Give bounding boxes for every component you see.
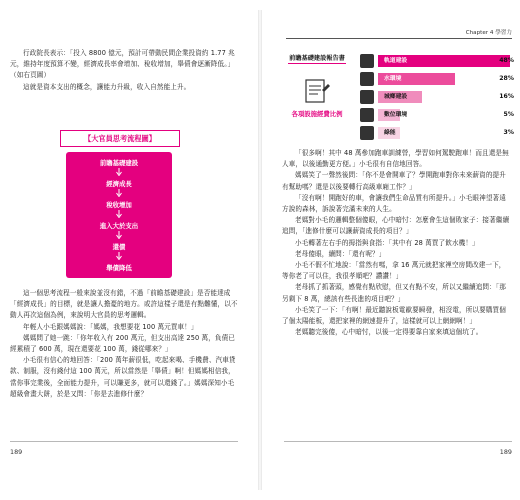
left-paragraph: 小毛很有信心的地回答：「200 萬年薪很低，吃起來喝、手機費、汽車貸款、制服，沒有錢付這 100 萬元，所以當然是「舉債」啊！但媽媽相信我，當你事完業後，全面能力提升，可以賺更多，就可以還錢了。」媽媽深知小毛超級會畫大餅，於是又問：「你是去進修什麼？ bbox=[10, 356, 236, 398]
right-paragraph: 老母傻眼，續問：「還有呢？」 bbox=[295, 249, 386, 258]
right-paragraph: 「沒有啊！開跑好的車，會讓我們生命品質有所提升。」小毛眼神望著遠方說的森林，訴說著完滿未來的人生。 bbox=[282, 193, 506, 214]
train-icon bbox=[360, 54, 374, 68]
flow-step: 前瞻基礎建設 bbox=[99, 159, 139, 167]
category-label: 城鄉建設 bbox=[384, 94, 408, 100]
infographic-row bbox=[360, 54, 512, 68]
arrow-down-icon bbox=[116, 210, 122, 218]
right-paragraph: 「很多啊！其中 48 萬參加跑車訓練營，學習如何駕駛跑車！而且還是無人車，以後通勤更方便。」小毛很有自信地回答。 bbox=[282, 149, 509, 169]
flow-step: 稅收增加 bbox=[106, 201, 132, 209]
left-intro-text bbox=[10, 48, 240, 93]
digital-icon bbox=[360, 108, 374, 122]
right-paragraph: 小毛不假不忙地說：「當然有嗎，拿 16 萬元就把家裡空房間改建一下，等你老了可以住，我很孝順吧？讚讚！」 bbox=[282, 261, 506, 281]
infographic-subtitle: 各項設施經費比例 bbox=[291, 110, 343, 118]
percentage-value: 48% bbox=[499, 57, 514, 64]
infographic-cover bbox=[282, 48, 352, 142]
left-body-text bbox=[10, 288, 240, 400]
infographic-row bbox=[360, 90, 512, 104]
page-number: 189 bbox=[499, 448, 512, 456]
flow-step: 舉債降低 bbox=[106, 264, 132, 272]
city-icon bbox=[360, 90, 374, 104]
footer-rule bbox=[284, 441, 512, 442]
infographic-row bbox=[360, 72, 512, 86]
right-paragraph: 老媽聽完後傻，心中暗忖，以後一定得要靠自家來填這個坑了。 bbox=[295, 328, 483, 337]
arrow-down-icon bbox=[116, 189, 122, 197]
right-body-text bbox=[282, 148, 512, 338]
category-label: 綠能 bbox=[384, 130, 396, 136]
arrow-down-icon bbox=[116, 252, 122, 260]
infographic-title: 前瞻基礎建設報告書 bbox=[289, 55, 345, 62]
chapter-header: Chapter 4 學習力 bbox=[465, 30, 512, 36]
left-paragraph: 行政院長表示：「投入 8800 億元，預計可帶動民間企業投資約 1.77 兆元，維持年度預算不變，經濟成長率會增加、稅收增加，舉債會逐漸降低。」（如右頁圖） bbox=[10, 49, 235, 80]
arrow-down-icon bbox=[116, 231, 122, 239]
left-page bbox=[6, 18, 242, 480]
page-number: 189 bbox=[10, 448, 23, 456]
leaf-icon bbox=[360, 126, 374, 140]
book-gutter bbox=[258, 10, 262, 490]
right-paragraph: 小毛轉著左右手的拇指與食指：「其中有 28 萬買了飲水機！」 bbox=[295, 238, 479, 247]
infographic-row bbox=[360, 126, 512, 140]
right-paragraph: 老母抓了抓著頭，感覺有點欣慰，但又有點不安，所以又繼續追問：「那另剩下 8 萬，總該有些長進的項目吧？」 bbox=[282, 283, 506, 303]
category-label: 水環境 bbox=[384, 76, 402, 82]
flow-chart-title: 【大官員思考流程圖】 bbox=[60, 130, 180, 147]
right-page bbox=[278, 18, 514, 480]
left-paragraph: 媽媽問了她一跳：「你年收入有 200 萬元，但支出高達 250 萬，負債已經累積了 600 萬，現在還要花 100 萬，錢從哪來？」 bbox=[10, 333, 235, 354]
arrow-down-icon bbox=[116, 168, 122, 176]
category-label: 數位環境 bbox=[384, 112, 408, 118]
right-paragraph: 小毛笑了一下：「有啊！最近聽說板電歐要瞬發，相沒電，所以要購買個了個太陽能板，還把家裡的網速提升了，這樣就可以上網網啊！」 bbox=[282, 305, 506, 326]
document-icon bbox=[302, 78, 332, 106]
percentage-value: 16% bbox=[499, 93, 514, 100]
footer-rule bbox=[10, 441, 238, 442]
infographic-row bbox=[360, 108, 512, 122]
percentage-value: 3% bbox=[503, 129, 514, 136]
right-paragraph: 老媽對小毛的邏輯整個傻眼，心中暗忖：怎麼會生這個敗家子：接著繼續追問，「進修什麼可以讓薪資成長的項目？」 bbox=[282, 216, 510, 236]
flow-step: 還債 bbox=[112, 243, 126, 251]
right-paragraph: 媽媽笑了一聲然後問：「你不是會開車了？學開跑車對你未來薪資的提升有幫助嗎？還是以後要轉行高級車廂工作？」 bbox=[282, 171, 506, 191]
flow-step: 進入大於支出 bbox=[99, 222, 139, 230]
left-paragraph: 這一個思考流程一般來說並沒有錯，不過「前瞻基礎建設」是否能達成「經濟成長」的目標，就是讓人擔憂的地方。或許這樣子還是有點難懂，以不動人再次這個為例，來說明大官員的思考邏輯。 bbox=[10, 289, 238, 320]
category-label: 軌道建設 bbox=[384, 58, 408, 64]
header-rule bbox=[286, 38, 512, 39]
percentage-value: 5% bbox=[503, 111, 514, 118]
budget-infographic bbox=[282, 48, 512, 142]
left-paragraph: 這就是資本支出的概念，讓能力升級，收入自然能上升。 bbox=[23, 82, 191, 91]
percentage-value: 28% bbox=[499, 75, 514, 82]
water-icon bbox=[360, 72, 374, 86]
left-paragraph: 年輕人小毛跟媽媽說：「媽媽，我想要花 100 萬元買車！」 bbox=[23, 322, 198, 331]
flow-chart bbox=[66, 152, 172, 278]
flow-step: 經濟成長 bbox=[106, 180, 132, 188]
